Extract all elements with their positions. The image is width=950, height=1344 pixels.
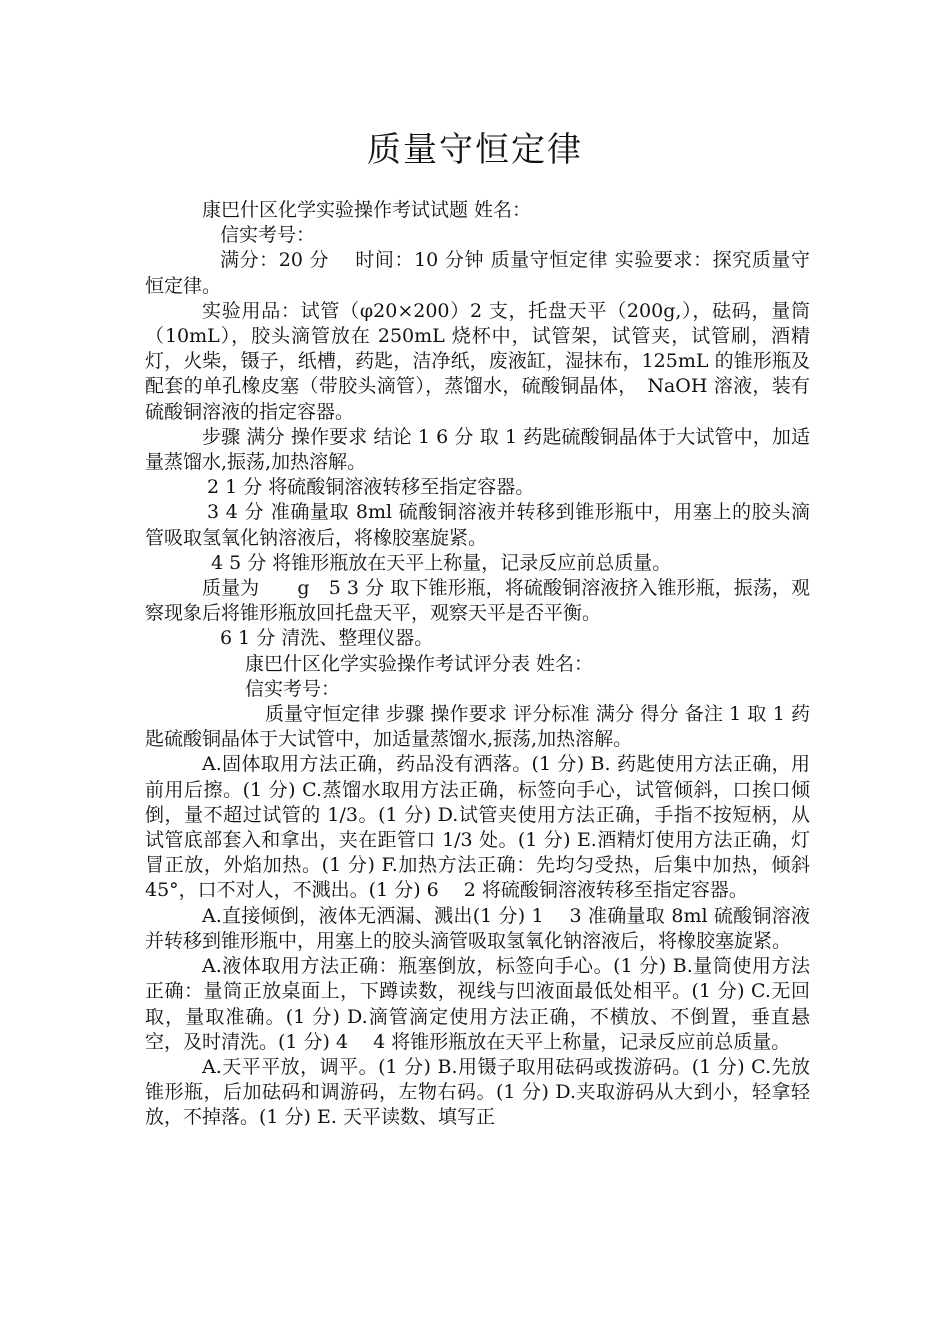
step-4: 4 5 分 将锥形瓶放在天平上称量，记录反应前总质量。 (211, 551, 672, 574)
document-body (145, 198, 817, 1131)
step-3: 3 4 分 准确量取 8ml 硫酸铜溶液并转移到锥形瓶中，用塞上的胶头滴管吸取氢氧化钠溶液后，将橡胶塞旋紧。 (145, 501, 810, 549)
step-1: 步骤 满分 操作要求 结论 1 6 分 取 1 药匙硫酸铜晶体于大试管中，加适量蒸馏水,振荡,加热溶解。 (145, 425, 810, 474)
criteria-step-1: A.固体取用方法正确，药品没有洒落。(1 分) B. 药匙使用方法正确，用前用后擦。(1 分) C.蒸馏水取用方法正确，标签向手心，试管倾斜，口挨口倾倒，量不超过试管的 1/3。(1 分) D.试管夹使用方法正确，手指不按短柄，从试管底部套入和拿出，夹在距管口 1/3 处。(1 分) E.酒精灯使用方法正确，灯冒正放，外焰加热。(1 分) F.加热方法正确：先均匀受热，后集中加热，倾斜 45°，口不对人，不溅出。(1 分) 6 2 将硫酸铜溶液转移至指定容器。 (145, 753, 817, 902)
document-title: 质量守恒定律 (367, 130, 583, 170)
criteria-step-2: A.直接倾倒，液体无洒漏、溅出(1 分) 1 3 准确量取 8ml 硫酸铜溶液并转移到锥形瓶中，用塞上的胶头滴管吸取氢氧化钠溶液后，将橡胶塞旋紧。 (145, 904, 810, 952)
step-2: 2 1 分 将硫酸铜溶液转移至指定容器。 (207, 476, 535, 499)
criteria-step-4: A.天平平放，调平。(1 分) B.用镊子取用砝码或拨游码。(1 分) C.先放锥形瓶，后加砝码和调游码，左物右码。(1 分) D.夹取游码从大到小，轻拿轻放，不掉落。(1 分) E. 天平读数、填写正 (145, 1055, 810, 1129)
exam-id-line: 信实考号： (220, 224, 316, 247)
step-6: 6 1 分 清洗、整理仪器。 (220, 627, 434, 650)
score-sheet-header: 康巴什区化学实验操作考试评分表 姓名： (245, 652, 594, 675)
step-5: 质量为 g 5 3 分 取下锥形瓶，将硫酸铜溶液挤入锥形瓶，振荡，观察现象后将锥形瓶放回托盘天平，观察天平是否平衡。 (145, 577, 810, 625)
score-sheet-columns: 质量守恒定律 步骤 操作要求 评分标准 满分 得分 备注 1 取 1 药匙硫酸铜晶体于大试管中，加适量蒸馏水,振荡,加热溶解。 (145, 703, 810, 751)
exam-header: 康巴什区化学实验操作考试试题 姓名： (202, 199, 532, 221)
equipment-list: 实验用品：试管（φ20×200）2 支，托盘天平（200g,），砝码，量筒（10mL），胶头滴管放在 250mL 烧杯中，试管架，试管夹，试管刷，酒精灯，火柴，镊子，纸槽，药匙，洁净纸，废液缸，湿抹布，125mL 的锥形瓶及配套的单孔橡皮塞（带胶头滴管），蒸馏水，硫酸铜晶体， NaOH 溶液，装有硫酸铜溶液的指定容器。 (145, 299, 810, 423)
exam-score-time: 满分：20 分 时间：10 分钟 质量守恒定律 实验要求：探究质量守恒定律。 (145, 249, 810, 297)
criteria-step-3: A.液体取用方法正确：瓶塞倒放，标签向手心。(1 分) B.量筒使用方法正确：量筒正放桌面上，下蹲读数，视线与凹液面最低处相平。(1 分) C.无回取，量取准确。(1 分) D.滴管滴定使用方法正确，不横放、不倒置，垂直悬空，及时清洗。(1 分) 4 4 将锥形瓶放在天平上称量，记录反应前总质量。 (145, 955, 810, 1053)
score-sheet-id-line: 信实考号： (245, 677, 341, 700)
